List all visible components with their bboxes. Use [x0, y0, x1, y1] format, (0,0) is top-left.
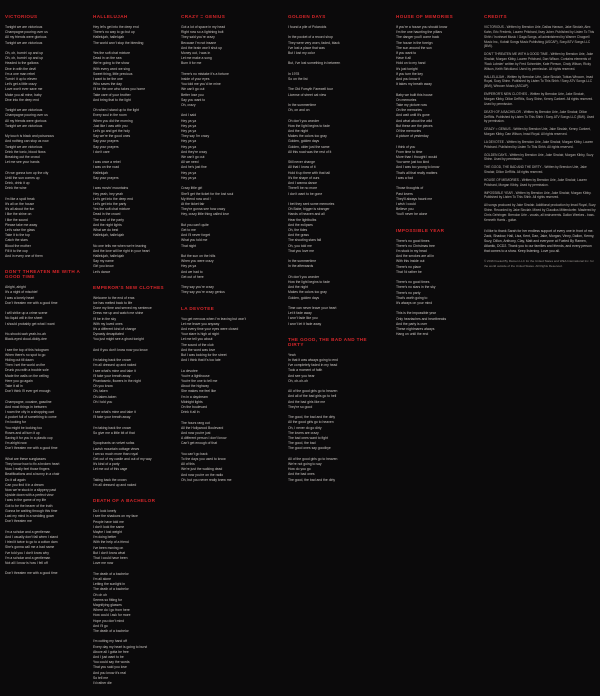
credit-paragraph: DEATH OF A BACHELOR - Written by Brendon Urie, Jake Sinclair, Dillon DeRitis. Published by Listen To This Shhh / Sony ATV Songs LLC (BMI). Used by permission. [484, 109, 595, 124]
song-lyrics: Tonight we are victorious Champagne pouring over us All my friends were glorious Tonight we are victorious Oh, oh, burnin' up and up Oh, oh, burnin' up and up Headed to the gallows Dive in with the devil I'm a one man rebel Turnin' it up to eleven Let's get a little crazy Love won't ever save me Make you all mine, baby Dive into the deep end Tonight we are victorious Champagne pouring over us All my friends were glorious Tonight we are victorious My touch is black and poisonous And nothing can stop us now Tonight we are victorious Drink the tonic, blood flows Breaking out the crowd Let me see your hands Oh we gonna turn up the city Until the sun comes up Drink, drink it up Drink the wine I'm like a spoil freak It's all on the house It's all about the fun I like the shine on I like the sound Please take me away Let's raise the glass Take it to the top Catch the stars Blood the mother Fill it to the cup And in every one of them [5, 25, 55, 258]
credit-paragraph: EMPEROR'S NEW CLOTHES - Written by Brendon Urie, Jake Sinclair, Morgan Kibby, Dillon DeRitis, Suzy Shinn, Kenny Carkeet. All rights reserved. Used by permission. [484, 92, 594, 106]
credit-paragraph: LA DEVOTEE - Written by Brendon Urie, Jake Sinclair, Morgan Kibby, Lauren Pritchard. Published by Listen To This Shhh. All rights reserved. [484, 139, 594, 149]
song-title: LA DEVOTEE [181, 305, 215, 311]
song-emperors-new-clothes [93, 285, 177, 489]
song-lyrics: Welcome to the end of eras Ice has melted back to life Done my time and served my sentence Dress me up and watch me shine I'll be in the sky With my loved ones It's a different kind of change Dynasty decapitated You just might see a ghost tonight And if you don't know now you know I'm taking back the crown I'm all dressed up and naked I see what's mine and take it I'll take your breath away Phantasmic, flowers in the night Oh you know Oh, taken Oh-taken-taken Oh I told you I see what's mine and take it I'll take your breath away I'm taking back the crown So give me a little bit of that Sycophants on velvet sofas Lavish mountain cottage views I am so much more than royal Get out of my castle and out of my way It's kind of a party Let me out of this cage Taking back the crown I'm all dressed up and naked [93, 295, 152, 488]
song-victorious [5, 14, 89, 259]
song-house-of-memories [396, 14, 480, 218]
column-4 [288, 14, 372, 493]
song-lyrics: Do I look lonely I see the shadows on my face People have told me I don't look the same Maybe I lost weight I'm doing better With the help of a friend I've been moving on But I don't know what That I could have been Love me now The death of a bachelor I'm all alone Letting the sunlight in The death of a bachelor Oh oh oh Seems so fitting for Magnifying glasses Where do I go from here How could I ask for more Hope you don't mind And I'll go The death of a bachelor I'm cutting my hand off Every day my heart is going to burst Above all I gotta be free And I just want to be You could say the words That you said you love And you know it's real So tell me I'd rather die [93, 509, 148, 685]
credit-paragraph: DON'T THREATEN ME WITH A GOOD TIME - Written by Brendon Urie, Jake Sinclair, Morgan Kibby, Lauren Pritchard, Dan Wilson. Contains elements of 'Rock Lobster' written by Fred Schneider, Kate Pierson, Cindy Wilson, Ricky Wilson, Keith Strickland. Used by permission. All rights reserved. [484, 52, 594, 71]
song-dont-threaten [5, 269, 89, 576]
song-title: DEATH OF A BACHELOR [93, 498, 156, 504]
song-lyrics: Yeah In that it was always going to end I've completely faded in my head Took a moment of faith And see you hear Oh, oh-oh-oh All of the good girls go to heaven And all of the bad girls go to hell And the bad girls like me They're so good The good, the bad and the dirty All the good girls go to heaven Oh, I never do go dirty The lovers are crazy The bad ones want to fight The good, the bad The good ones say goodbye All of the good girls go to heaven We're not going to say How do you go And the bad ones The good, the bad and the dirty [288, 352, 338, 482]
song-la-devotee [181, 306, 265, 484]
song-title: IMPOSSIBLE YEAR [396, 227, 445, 233]
column-5 [396, 14, 480, 347]
song-death-of-a-bachelor [93, 498, 177, 686]
song-title: HOUSE OF MEMORIES [396, 14, 454, 19]
credit-paragraph: VICTORIOUS - Written by Brendon Urie, Dallas Hanson, Jake Sinclair, Alex Kahn, Eric Frederic, Lauren Pritchard, Ilsey Juber. Published by Listen To This Shhh / Ironheart Music / Gaga Songs, all administered by Warner Chappell Music Inc., Kobalt Songs Music Publishing (ASCAP), Sony/ATV Songs LLC (BMI). [484, 25, 595, 49]
credit-personnel: All songs produced by Jake Sinclair. Additional production by Imad Royal, Suzy Shinn. Recorded by Jake Sinclair. Mixed by Claudius Mittendorfer. Mastered by Chris Gehringer. Brendon Urie - vocals, all instruments. Dallon Weekes - bass. Kenneth Harris - guitar. [484, 203, 596, 222]
thank-you-note: I'd like to thank Sarah for her endless support of every one in front of me. Zack, Shadow, Hall, Lisa, Kent, Dan, Jake, Morgan, Vinny, Dallon, Kenny, Suzy, Dillon, Anthony, Clay, Matt and everyone at Fueled By Ramen, Atlantic, DCD2. Thank you to our families and friends, and every person that comes to a show. Keep listening. Love you all. [484, 228, 595, 254]
song-title: HALLELUJAH [93, 14, 128, 19]
copyright-notice: © 2016 Fueled By Ramen LLC for the United States and WEA International Inc. for the world outside of the United States. All Rights Reserved. [484, 259, 594, 268]
song-golden-days [288, 14, 372, 327]
credit-paragraph: CRAZY = GENIUS - Written by Brendon Urie, Jake Sinclair, Kenny Carkeet, Morgan Kibby, Dan Wilson, Imad Royal. All rights reserved. [484, 127, 591, 137]
song-title: VICTORIOUS [5, 14, 38, 19]
credit-paragraph: THE GOOD, THE BAD AND THE DIRTY - Written by Brendon Urie, Jake Sinclair, Dillon DeRitis. All rights reserved. [484, 165, 587, 175]
column-2 [93, 14, 177, 696]
column-1 [5, 14, 89, 587]
song-hallelujah [93, 14, 177, 275]
credits-column [484, 14, 596, 268]
song-lyrics: Alright, alright It's a night of mischief I was a lonely heart Don't threaten me with a good time I will strike up a crime scene No liquid will in the sheet I should probably get what I want Ho-shoobi-wah yeah-ho-ah Black-eyed cloud-diddy-dee I see the top of this hologram When there's no spot to go Hiding out till dawn Then I set the world on fire Drunk you with a trouble sole Made the walls on the ceiling Here you go again Take it all in Don't think I'll ever get enough Champagne, cocaine, gasoline And most things in between I roam the city in a shopping cart A pocket full of something to come I'm looking for You might be looking too Roses and all turn it up Saving it for you in a plastic cup I'm alright now Don't threaten me with a good time What are these sunglasses They know how to fix a broken heart Now I really feel those fingers Beatifications and a bunny in a chair Do it all again Can you find it in a dream Now we're stuck in a slippery past Upside down with a perfect view I was in the game of my life Got to be the bearer of the truth Gonna be waiting through this time Last my mind in a wedding gown Don't threaten me I'm a scholar and a gentleman And I usually don't fall when I stand I tried it twice to go to a cotton dam She's gonna call me a bad name I've told you I don't know why I'm a scholar and a gentleman Not all I know is how I fell off Don't threaten me with a good time [5, 285, 60, 576]
credit-paragraph: HALLELUJAH - Written by Brendon Urie, Jake Sinclair, Tobias Wincorn, Imad Royal, Suzy Shinn. Published by Listen To This Shhh / Sony ATV Songs LLC (BMI), Wincorn Music (ASCAP). [484, 74, 594, 89]
credits-text [484, 25, 596, 223]
credit-paragraph: HOUSE OF MEMORIES - Written by Brendon Urie, Jake Sinclair, Lauren Pritchard, Morgan Kibby. Used by permission. [484, 177, 588, 187]
song-lyrics: I found a pile of Polaroids In the pocket of a record shop They were very worn, faded, black I've lost a place that was But I lost my color But, I've lost something in between In 1978 So on the list The Old Forsyth Farewell tour License of street cat view In the summertime Oh, on and on Oh don't you wonder How the light begins to fade And the night Makes the colors too gray Golden, golden days Golden, older just the same All this road was the rest of it Still never change All that I know of it Hold it up there with that tail It's the shape of ours And I wanna dance There'll be no more I don't want to be gone I bet they sent some memories Oh Babe, bigger is stranger Hands of heaven and all Hear the lightbulbs And the eclipses Oh, the tides And the grass The shooting stars fall Oh, you told me That you love me In the summertime In the afterwards Oh don't you wonder How the light begins to fade And the night Makes the colors too gray Golden, golden days Time can never leave your heart Let it fade away I won't fade like you I won't let it fade away [288, 25, 341, 326]
song-the-good-the-bad-and-the-dirty [288, 337, 372, 483]
song-crazy-genius [181, 14, 265, 296]
song-title: EMPEROR'S NEW CLOTHES [93, 284, 165, 290]
column-3 [181, 14, 265, 493]
song-title: GOLDEN DAYS [288, 14, 326, 19]
credits-heading: CREDITS [484, 14, 507, 19]
song-lyrics: Got a lot of space in my head Right now so a lightning bolt They said you're crazy Because I'm not insane And the brain won't shut up Money out, I was in Let me make a song Burn it for me There's no mistake it's a fortune Inside of your eyes You told me you'd be mine We can't go out Better lose you Say you want to Oh, crazy And I said Hey ya ya Hey ya ya Hey ya ya They say I'm crazy Hey ya ya Hey ya ya And they're crazy We can't go out All we need And he's just fine Hey ya ya Hey ya ya Crazy little girl She'll get the ticket for the lost soul My friend now and I At the ticket fair They're gonna see how crazy Hey, crazy little thing called love But you can't quite Get to me And I'll never forget What you told me That night But the sun on the hills When you were crazy Hey ya ya And we had to Get out of here They say you're crazy They say you're crazy genius [181, 25, 234, 295]
song-title: CRAZY = GENIUS [181, 14, 226, 19]
song-title: DON'T THREATEN ME WITH A GOOD TIME [5, 269, 81, 280]
song-lyrics: You get nervous when I'm leaving but won't Let me leave you anyway And every time your eyes were closed Your stare is high at night Let me tell you about The sound of the club And the word was love But I was looking for the street And I think that it's too late La devotee You're a lighthouse You're the one to tell me About the highway She makes me feel like I'm in a daydream Midnight lights On the boulevard Drink it all in The hours rang out All the Hollywood Boulevard And now you're just A different person I don't know Can't get enough of that You can't go back To the days you used to know All of this We're just the walking dead And now you're on the radio Oh, but you never really knew me [181, 316, 246, 482]
song-lyrics: If you're a house you should know I'm the one haunting the pillars The danger you'll come back The house in the foreign The sun around the sun If you want to Have it all Hold on to my hand It's just tonight If you turn the key And you know it It takes my breath away Baby we built this house On memories Take my picture now On the memories And wait until it's gone And what about the wild But these are the pieces Of the memories A picture of yesterday I think of you From time to time More than I thought I would You were just too kind And I was too young to know That's all that really matters I was a fool Those thoughts of Past lovers They'll always haunt me I wish I could Believe you You'll never be alone [396, 25, 448, 217]
song-lyrics: There's no good times There's no Christmas tree I'm stuck in my head And the smokes are all in With this inside out There's no place That I'd rather be There's no good times There's no stars in the sky There's no party That's worth going to It's always on your mind This is the impossible year Only heartaches and heartbreaks And the party is over These nightmares always Hang on until the end [396, 238, 447, 337]
credit-paragraph: IMPOSSIBLE YEAR - Written by Brendon Urie, Jake Sinclair, Morgan Kibby. Published by Listen To This Shhh. All rights reserved. [484, 190, 592, 200]
song-title: THE GOOD, THE BAD AND THE DIRTY [288, 336, 367, 347]
credit-paragraph: GOLDEN DAYS - Written by Brendon Urie, Jake Sinclair, Morgan Kibby, Suzy Shinn. Used by permission. [484, 152, 594, 162]
song-impossible-year [396, 228, 480, 338]
song-lyrics: Hey let's get into the deep end There's no way to go but up Hallelujah, hallelujah The world won't stop the bleeding Yes the soft chat mixture Dead in on the sea We're going to the show With every word we sing Sweet thing, little precious I want to be the one Who saves the day I'll be the one who takes you home Take care of your brother And bring that to the light Oh when I stand up to the light Every soul in the room When you did the morning Just like I was with you Let's go and get the holy Say we're the good ones Say your prayers Say your prayers I don't care I was once a rebel I was on the road Hallelujah Say your prayers I was movin' mountains Hey yeah, hey yeah Let's get into the deep end Let's get into the party Yes the soft chat mixture Dead in the crowd The soul of the party And the night lights What we do best Hallelujah, hallelujah No one tells me when we're leaving And the love will be right in your heart Hallelujah, hallelujah Say my name Girl you know Let's dance [93, 25, 150, 274]
